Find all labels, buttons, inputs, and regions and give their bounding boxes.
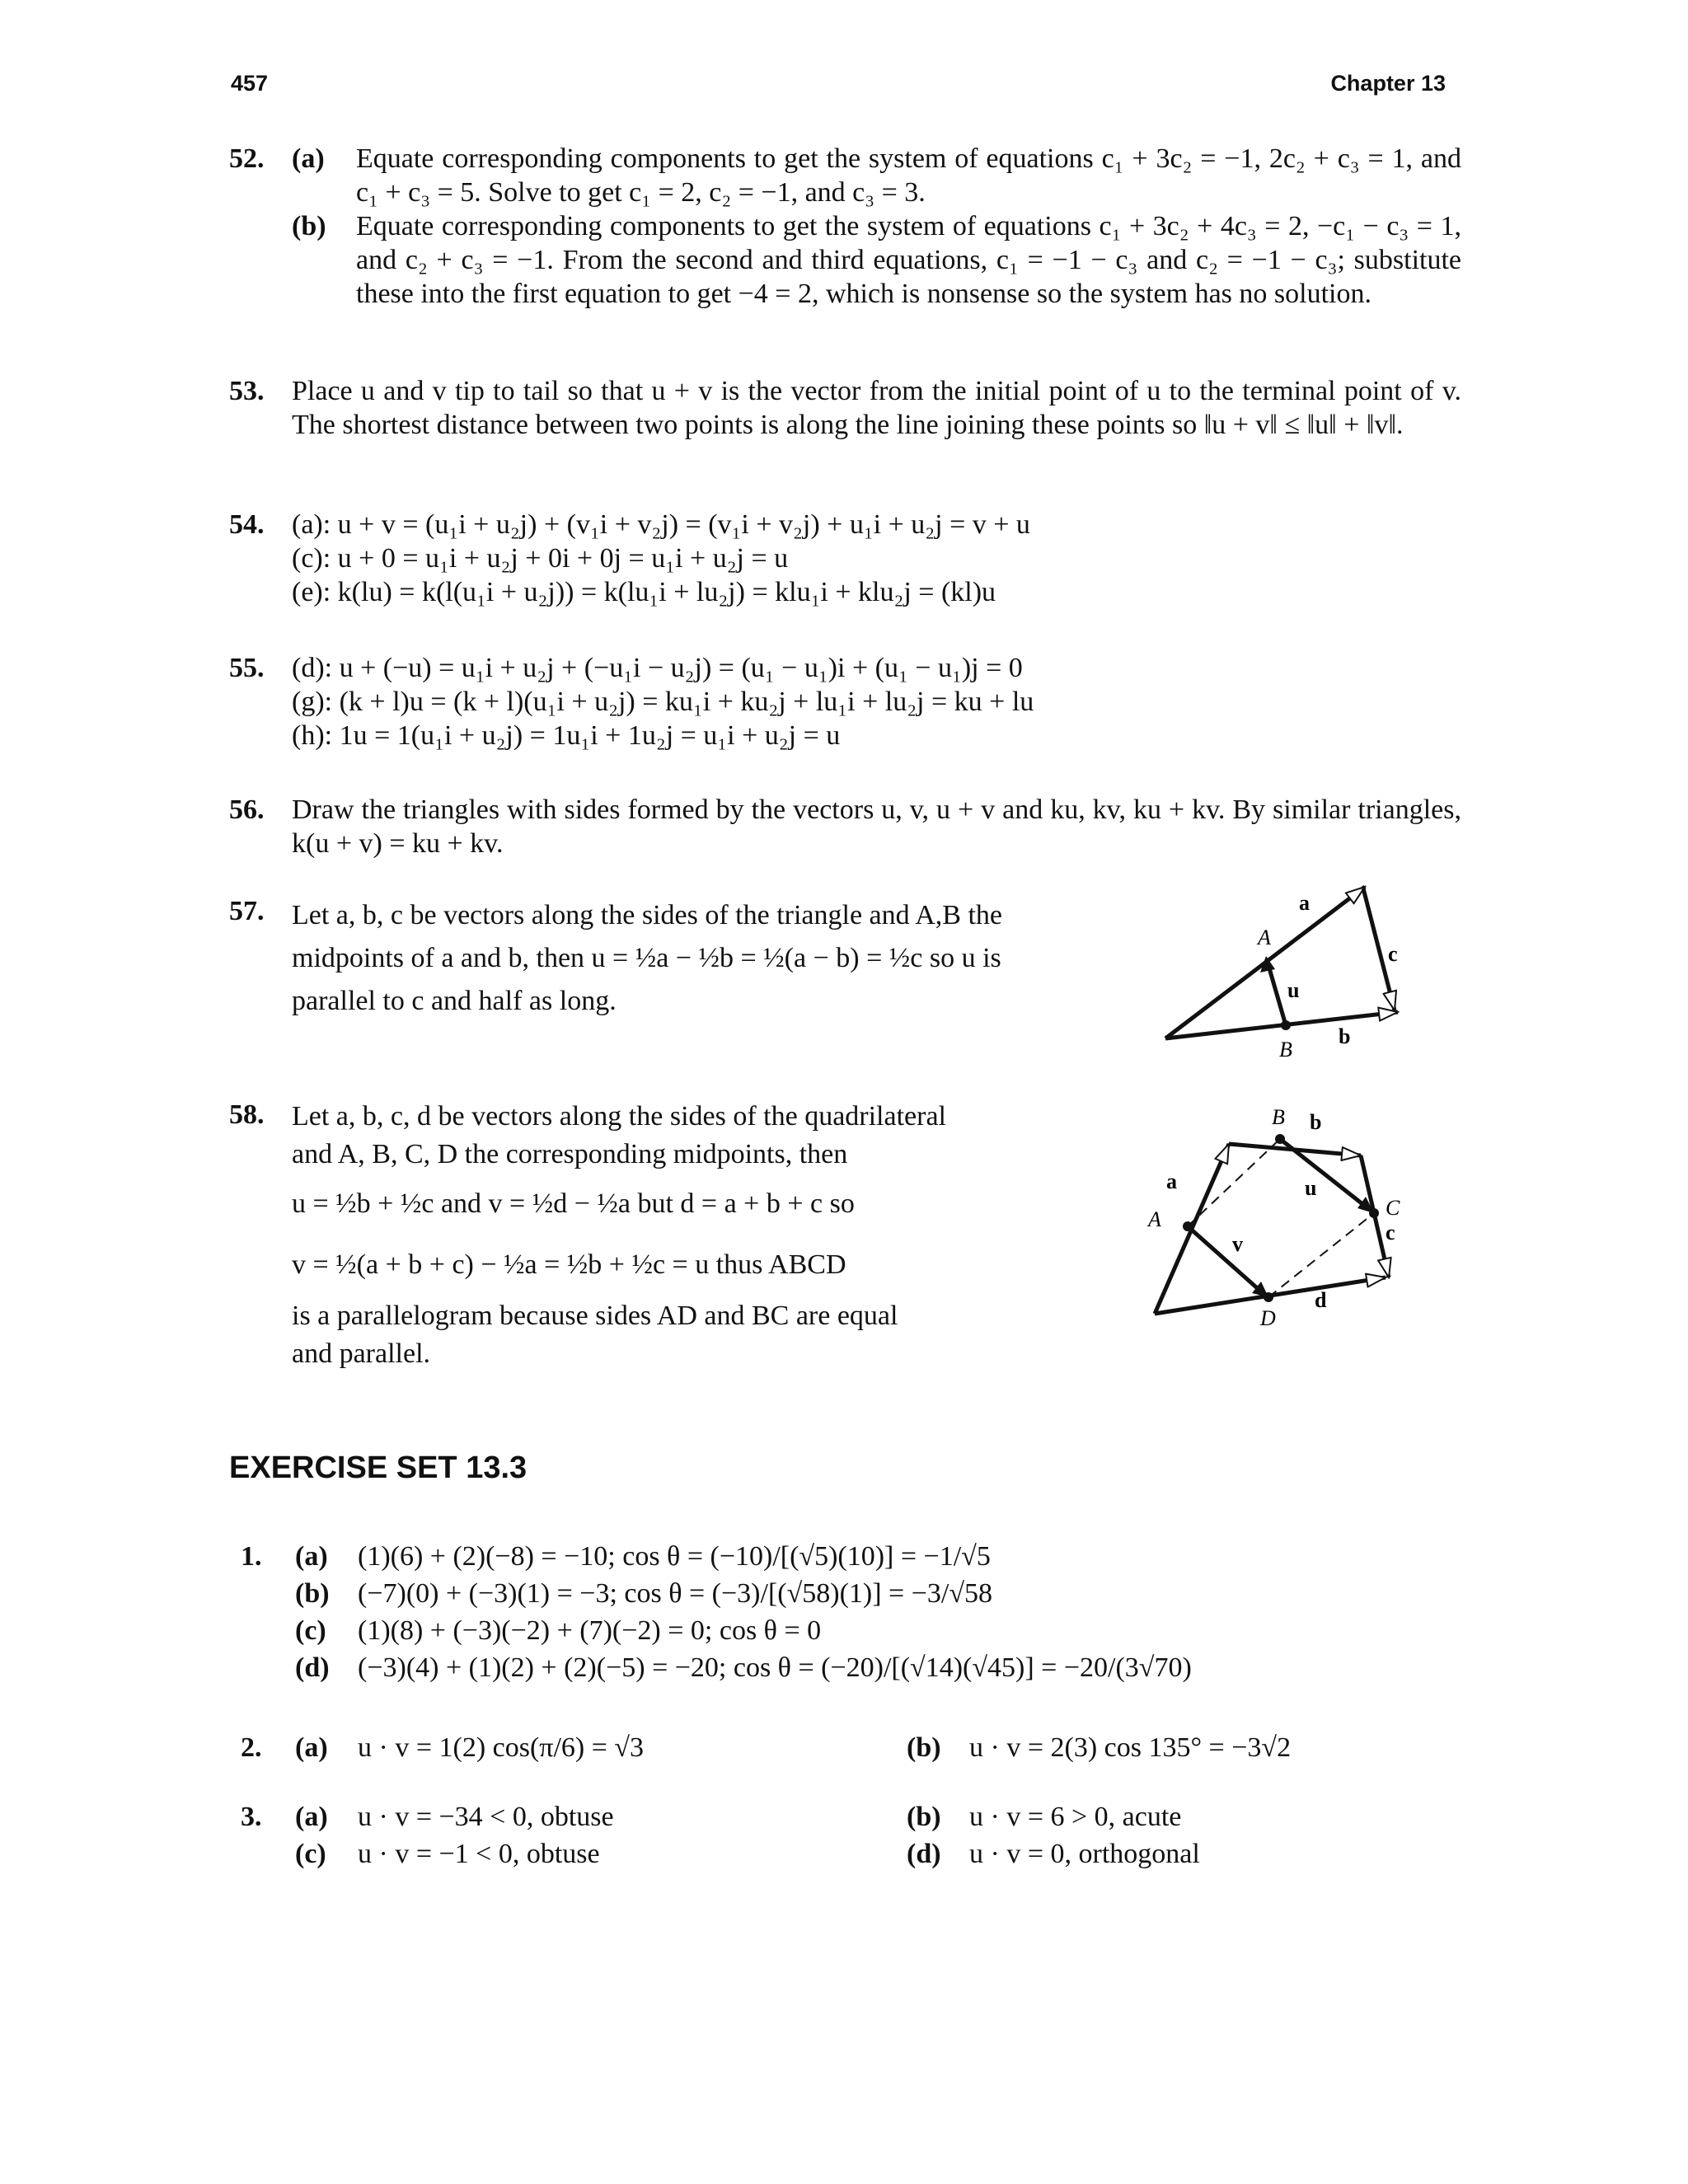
exercise-row — [295, 1798, 1461, 1835]
equation-line: u = ½b + ½c and v = ½d − ½a but d = a + b + c so — [292, 1188, 855, 1219]
text-line: Let a, b, c be vectors along the sides of the triangle and A,B the — [292, 900, 1003, 930]
part-text: u · v = 2(3) cos 135° = −3√2 — [969, 1732, 1292, 1763]
part-text: (1)(6) + (2)(−8) = −10; cos θ = (−10)/[(√5)(10)] = −1/√5 — [358, 1541, 991, 1572]
exercise-part — [295, 1575, 1461, 1612]
label-D: D — [1260, 1306, 1276, 1327]
triangle-figure — [1154, 874, 1426, 1080]
part-text: u · v = −34 < 0, obtuse — [358, 1802, 614, 1832]
problem-text: Draw the triangles with sides formed by the vectors u, v, u + v and ku, kv, ku + kv. By similar triangles, k(u + v) = ku + kv. — [292, 794, 1461, 859]
equation-line: (g): (k + l)u = (k + l)(u₁i + u₂j) = ku₁i + ku₂j + lu₁i + lu₂j = ku + lu — [292, 687, 1034, 717]
label-b: b — [1339, 1024, 1351, 1048]
part-text: (1)(8) + (−3)(−2) + (7)(−2) = 0; cos θ = 0 — [358, 1615, 822, 1646]
equation-line: (a): u + v = (u₁i + u₂j) + (v₁i + v₂j) = (v₁i + v₂j) + u₁i + u₂j = v + u — [292, 509, 1030, 540]
part-label: (b) — [907, 1802, 941, 1832]
problem-number: 55. — [229, 653, 265, 683]
label-d: d — [1315, 1288, 1327, 1312]
problem-text: Place u and v tip to tail so that u + v is the vector from the initial point of u to the terminal point of v. The shortest distance between two points is along the line joining these points so ‖u + v‖ ≤ ‖u‖ + ‖v‖. — [292, 376, 1461, 440]
part-label: (a) — [295, 1541, 328, 1572]
part-label: (a) — [295, 1802, 328, 1832]
problem-number: 54. — [229, 509, 265, 540]
exercise-part — [295, 1612, 1461, 1649]
part-text: u · v = 0, orthogonal — [969, 1839, 1200, 1869]
exercise-1 — [229, 1538, 1461, 1686]
problem-number: 56. — [229, 794, 265, 825]
midpoint-C — [1369, 1208, 1379, 1218]
dashed-side-CD — [1268, 1213, 1374, 1297]
exercise-row — [295, 1729, 1461, 1766]
vector-u-arrow — [1268, 963, 1286, 1025]
part-label: (c) — [295, 1615, 326, 1646]
part-label: (b) — [292, 211, 326, 241]
label-B: B — [1279, 1038, 1292, 1062]
problem-number: 53. — [229, 376, 265, 406]
problem-number: 57. — [229, 896, 265, 926]
part-a — [292, 142, 1461, 209]
part-label: (d) — [907, 1839, 941, 1869]
part-text: u · v = 1(2) cos(π/6) = √3 — [358, 1732, 645, 1763]
midpoint-B — [1275, 1134, 1285, 1144]
label-a: a — [1299, 891, 1310, 915]
vector-u-arrow — [1280, 1139, 1366, 1207]
exercise-number: 3. — [241, 1802, 262, 1832]
label-A: A — [1148, 1207, 1161, 1231]
problem-number: 52. — [229, 143, 265, 174]
part-label: (b) — [907, 1732, 941, 1763]
text-line: is a parallelogram because sides AD and BC are equal — [292, 1301, 898, 1331]
part-label: (d) — [295, 1652, 330, 1683]
part-b — [292, 209, 1461, 311]
part-text: (−3)(4) + (1)(2) + (2)(−5) = −20; cos θ = (−20)/[(√14)(√45)] = −20/(3√70) — [358, 1652, 1192, 1683]
exercise-3 — [229, 1798, 1461, 1872]
label-u: u — [1305, 1176, 1317, 1200]
dashed-side-AB — [1188, 1139, 1280, 1226]
equation-line: (c): u + 0 = u₁i + u₂j + 0i + 0j = u₁i + u₂j = u — [292, 543, 789, 574]
label-B: B — [1272, 1105, 1285, 1129]
equation-line: v = ½(a + b + c) − ½a = ½b + ½c = u thus ABCD — [292, 1249, 846, 1280]
problem-54 — [229, 508, 1461, 609]
exercise-2 — [229, 1729, 1461, 1766]
text-line: Let a, b, c, d be vectors along the sides of the quadrilateral — [292, 1101, 946, 1132]
exercise-part — [295, 1649, 1461, 1686]
label-v: v — [1232, 1232, 1243, 1256]
label-c: c — [1388, 942, 1398, 966]
equation-line: (e): k(lu) = k(l(u₁i + u₂j)) = k(lu₁i + lu₂j) = klu₁i + klu₂j = (kl)u — [292, 577, 996, 607]
part-label: (a) — [292, 143, 325, 174]
equation-line: (d): u + (−u) = u₁i + u₂j + (−u₁i − u₂j) = (u₁ − u₁)i + (u₁ − u₁)j = 0 — [292, 653, 1023, 683]
problem-56 — [229, 793, 1461, 860]
exercise-number: 2. — [241, 1732, 262, 1763]
part-text: (−7)(0) + (−3)(1) = −3; cos θ = (−3)/[(√58)(1)] = −3/√58 — [358, 1578, 992, 1609]
label-a: a — [1166, 1169, 1177, 1193]
text-line: and A, B, C, D the corresponding midpoints, then — [292, 1139, 848, 1169]
part-text: u · v = −1 < 0, obtuse — [358, 1839, 600, 1869]
text-line: parallel to c and half as long. — [292, 986, 617, 1016]
exercise-row — [295, 1835, 1461, 1872]
problem-number: 58. — [229, 1099, 265, 1130]
midpoint-D — [1264, 1292, 1273, 1302]
problem-55 — [229, 651, 1461, 752]
quadrilateral-figure — [1142, 1104, 1426, 1327]
exercise-number: 1. — [241, 1541, 262, 1572]
part-text: Equate corresponding components to get the system of equations c₁ + 3c₂ = −1, 2c₂ + c₃ = 1, and c₁ + c₃ = 5. Solve to get c₁ = 2, c₂ = −1, and c₃ = 3. — [356, 143, 1461, 208]
chapter-title: Chapter 13 — [1330, 71, 1446, 96]
exercise-part — [295, 1538, 1461, 1575]
label-C: C — [1386, 1196, 1400, 1220]
label-A: A — [1258, 926, 1271, 949]
midpoint-A — [1183, 1221, 1193, 1231]
label-u: u — [1287, 978, 1300, 1002]
section-heading: EXERCISE SET 13.3 — [229, 1451, 528, 1485]
label-b: b — [1310, 1110, 1322, 1134]
label-c: c — [1386, 1221, 1395, 1244]
midpoint-b — [1281, 1020, 1291, 1030]
problem-53 — [229, 374, 1461, 442]
part-label: (c) — [295, 1839, 326, 1869]
part-text: Equate corresponding components to get the system of equations c₁ + 3c₂ + 4c₃ = 2, −c₁ − c₃ = 1, and c₂ + c₃ = −1. From the second and third equations, c₁ = −1 − c₃ and c₂ = −1 − c₃; substitute these into the first equation to get −4 = 2, which is nonsense so the system has no solution. — [356, 211, 1461, 309]
problem-52 — [229, 142, 1461, 311]
part-label: (b) — [295, 1578, 330, 1609]
part-text: u · v = 6 > 0, acute — [969, 1802, 1182, 1832]
part-label: (a) — [295, 1732, 328, 1763]
text-line: and parallel. — [292, 1338, 431, 1369]
equation-line: (h): 1u = 1(u₁i + u₂j) = 1u₁i + 1u₂j = u₁i + u₂j = u — [292, 720, 841, 751]
page-number: 457 — [231, 71, 269, 96]
text-line: midpoints of a and b, then u = ½a − ½b = ½(a − b) = ½c so u is — [292, 943, 1001, 973]
vector-v-arrow — [1188, 1226, 1262, 1292]
